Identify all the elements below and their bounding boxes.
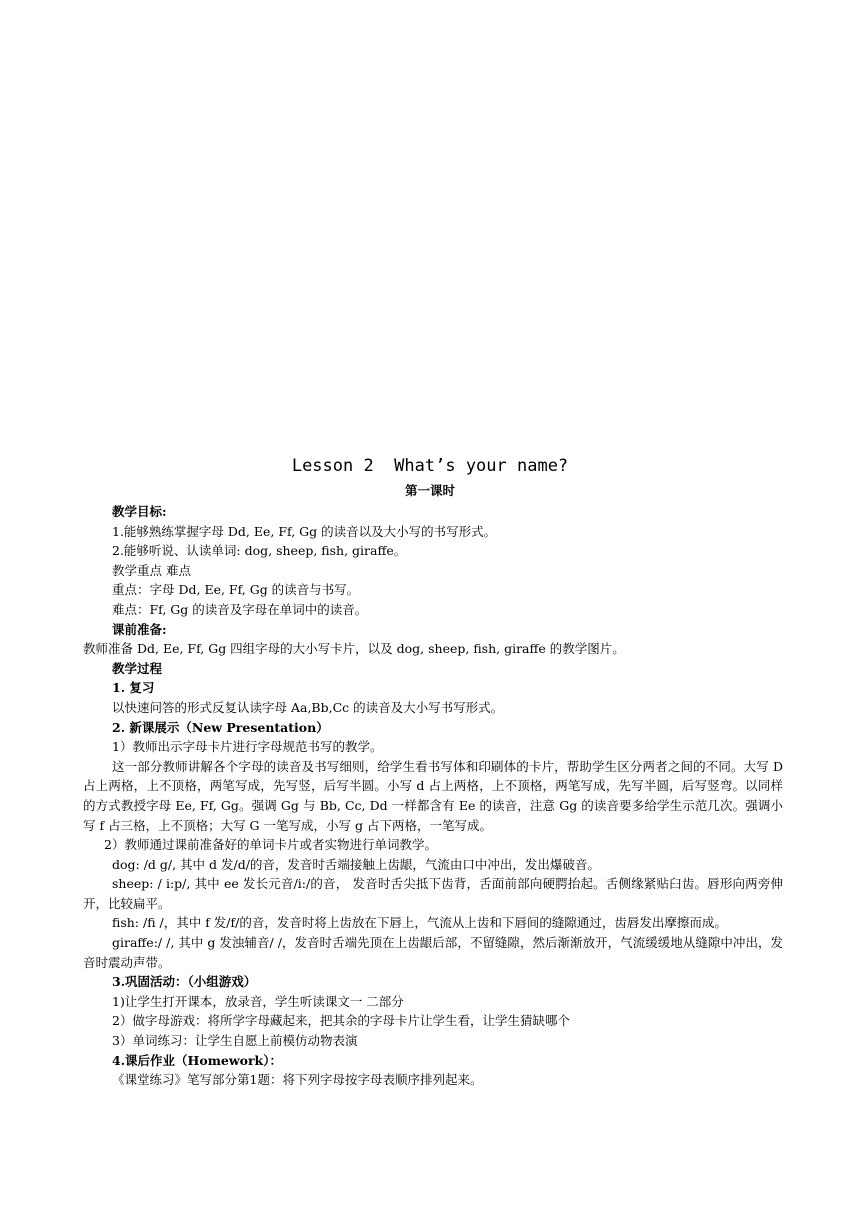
key-points-heading: 教学重点 难点 [112, 562, 191, 578]
step-3-item-3: 3）单词练习：让学生自愿上前模仿动物表演 [112, 1033, 358, 1049]
homework-text: 《课堂练习》笔写部分第1题：将下列字母按字母表顺序排列起来。 [112, 1072, 483, 1088]
lesson-subtitle: 第一课时 [404, 483, 455, 498]
step-3-item-2: 2）做字母游戏：将所学字母藏起来，把其余的字母卡片让学生看，让学生猜缺哪个 [112, 1013, 570, 1029]
lesson-body [83, 502, 783, 1090]
step-2-heading: 2. 新课展示（New Presentation） [112, 719, 329, 735]
word-giraffe: giraffe:/ /, 其中 g 发浊辅音/ /，发音时舌端先顶在上齿龈后部，不留缝隙，然后渐渐放开，气流缓缓地从缝隙中冲出，发音时震动声带。 [83, 935, 783, 970]
difficult-point: 难点：Ff, Gg 的读音及字母在单词中的读音。 [112, 601, 368, 617]
lesson-title: Lesson 2 What’s your name? [291, 456, 569, 476]
key-point: 重点：字母 Dd, Ee, Ff, Gg 的读音与书写。 [112, 582, 360, 598]
preparation-text: 教师准备 Dd, Ee, Ff, Gg 四组字母的大小写卡片，以及 dog, sheep, fish, giraffe 的教学图片。 [83, 641, 625, 657]
step-3-item-1: 1)让学生打开课本，放录音，学生听读课文一 二部分 [112, 993, 404, 1009]
step-4-heading: 4.课后作业（Homework）： [112, 1052, 282, 1068]
goal-item-2: 2.能够听说、认读单词: dog, sheep, fish, giraffe。 [112, 543, 407, 559]
step-2-item-1: 1）教师出示字母卡片进行字母规范书写的教学。 [112, 739, 383, 755]
goals-heading: 教学目标: [112, 504, 167, 519]
step-2-item-2: 2）教师通过课前准备好的单词卡片或者实物进行单词教学。 [104, 837, 437, 853]
step-1-text: 以快速问答的形式反复认读字母 Aa,Bb,Cc 的读音及大小写书写形式。 [112, 699, 504, 715]
process-heading: 教学过程 [112, 660, 163, 676]
preparation-heading: 课前准备: [112, 621, 167, 637]
word-dog: dog: /d g/, 其中 d 发/d/的音，发音时舌端接触上齿龈，气流由口中冲出，发出爆破音。 [112, 856, 600, 872]
step-3-heading: 3.巩固活动：（小组游戏） [112, 974, 257, 990]
word-sheep: sheep: / i:p/, 其中 ee 发长元音/i:/的音， 发音时舌尖抵下齿背，舌面前部向硬腭抬起。舌侧缘紧贴臼齿。唇形向两旁伸开，比较扁平。 [83, 876, 783, 911]
step-1-heading: 1. 复习 [112, 680, 155, 696]
goal-item-1: 1.能够熟练掌握字母 Dd, Ee, Ff, Gg 的读音以及大小写的书写形式。 [112, 523, 497, 539]
word-fish: fish: /fi /，其中 f 发/f/的音，发音时将上齿放在下唇上，气流从上齿和下唇间的缝隙通过，齿唇发出摩擦而成。 [112, 915, 727, 931]
writing-rules-paragraph: 这一部分教师讲解各个字母的读音及书写细则，给学生看书写体和印刷体的卡片，帮助学生区分两者之间的不同。大写 D 占上两格，上不顶格，两笔写成，先写竖，后写半圆。小写 d 占上两格，上不顶格，两笔写成，先写半圆，后写竖弯。以同样的方式教授字母 Ee, Ff, Gg。强调 Gg 与 Bb, Cc, Dd 一样都含有 Ee 的读音，注意 Gg 的读音要多给学生示范几次。强调小写 f 占三格，上不顶格；大写 G 一笔写成，小写 g 占下两格，一笔写成。 [83, 758, 783, 833]
